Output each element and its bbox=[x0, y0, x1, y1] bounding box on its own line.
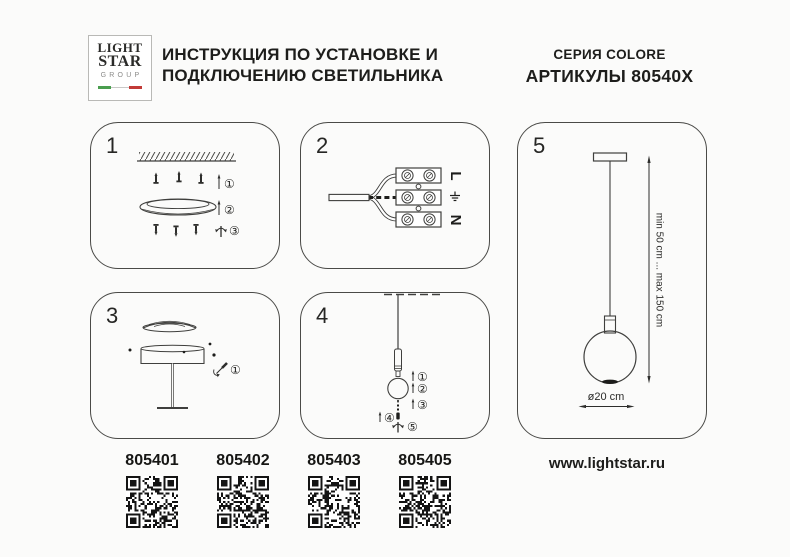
qr-code-805401 bbox=[126, 476, 178, 528]
glass-sphere-icon bbox=[584, 331, 636, 383]
ceiling-hatch-icon bbox=[137, 152, 236, 161]
small-parts-icon bbox=[396, 400, 399, 420]
diameter-dimension-arrow bbox=[579, 405, 635, 408]
screws-up-icon bbox=[153, 171, 203, 184]
logo-word-group: GROUP bbox=[100, 72, 143, 79]
arrow-up-callout3 bbox=[412, 399, 415, 410]
page-title-line2: ПОДКЛЮЧЕНИЮ СВЕТИЛЬНИКА bbox=[162, 66, 444, 85]
step-2-number: 2 bbox=[316, 133, 329, 158]
screws-down-icon bbox=[153, 224, 198, 237]
articles-code: АРТИКУЛЫ 80540X bbox=[525, 66, 694, 86]
page-title-line1: ИНСТРУКЦИЯ ПО УСТАНОВКЕ И bbox=[162, 45, 438, 64]
drum-body-icon bbox=[141, 345, 204, 363]
step-1-drawing bbox=[91, 123, 281, 270]
step4-callout-3: ③ bbox=[417, 398, 428, 412]
step-5-number: 5 bbox=[533, 133, 546, 158]
article-number-805401: 805401 bbox=[125, 452, 179, 469]
step-4-drawing bbox=[301, 293, 491, 440]
website-url: www.lightstar.ru bbox=[548, 455, 666, 472]
wires-icon bbox=[367, 176, 397, 220]
series-block bbox=[517, 47, 702, 87]
screwdriver-icon bbox=[214, 363, 227, 377]
earth-symbol-icon bbox=[450, 192, 460, 201]
step-3-drawing bbox=[91, 293, 281, 440]
mount-ring-icon bbox=[140, 199, 216, 215]
cable-icon bbox=[329, 194, 369, 200]
height-dimension-arrow bbox=[647, 156, 650, 384]
article-number-805403: 805403 bbox=[307, 452, 361, 469]
page-title bbox=[162, 44, 462, 86]
step-4-panel bbox=[300, 292, 490, 439]
logo-word-star: STAR bbox=[98, 53, 142, 70]
arrow-up-callout1 bbox=[412, 371, 415, 382]
step-1-number: 1 bbox=[106, 133, 119, 158]
terminal-label-N: N bbox=[447, 214, 465, 226]
tube-icon bbox=[395, 349, 402, 377]
terminal-block-icon bbox=[396, 168, 441, 227]
step-5-panel bbox=[517, 122, 707, 439]
step-2-drawing bbox=[301, 123, 491, 270]
step-3-panel bbox=[90, 292, 280, 439]
step1-callout-2: ② bbox=[224, 203, 235, 217]
step4-callout-2: ② bbox=[417, 382, 428, 396]
ceiling-plate-icon bbox=[594, 153, 627, 161]
screwdriver-icon bbox=[215, 226, 227, 237]
logo-word-light: LIGHT bbox=[97, 40, 143, 55]
article-number-805402: 805402 bbox=[216, 452, 270, 469]
diameter-label: ø20 cm bbox=[587, 391, 625, 403]
step1-callout-3: ③ bbox=[229, 224, 240, 238]
qr-code-805402 bbox=[217, 476, 269, 528]
step-3-number: 3 bbox=[106, 303, 119, 328]
sphere-base-icon bbox=[602, 380, 618, 384]
terminal-label-L: L bbox=[447, 171, 465, 181]
arrow-up-callout2 bbox=[412, 383, 415, 394]
step4-callout-5: ⑤ bbox=[407, 420, 418, 434]
step4-callout-1: ① bbox=[417, 370, 428, 384]
height-range-label: min 50 cm ... max 150 cm bbox=[653, 212, 665, 328]
arrow-up-callout4 bbox=[379, 412, 382, 423]
glass-sphere-icon bbox=[388, 378, 408, 398]
arrow-up-1 bbox=[218, 174, 221, 189]
step-1-panel bbox=[90, 122, 280, 269]
article-number-805405: 805405 bbox=[398, 452, 452, 469]
rod-icon bbox=[157, 364, 188, 409]
series-name: СЕРИЯ COLORE bbox=[553, 47, 666, 62]
qr-code-805403 bbox=[308, 476, 360, 528]
arrow-up-2 bbox=[218, 200, 221, 215]
step1-callout-1: ① bbox=[224, 177, 235, 191]
lightstar-logo bbox=[88, 35, 152, 101]
step-4-number: 4 bbox=[316, 303, 329, 328]
step4-callout-4: ④ bbox=[384, 411, 395, 425]
qr-code-805405 bbox=[399, 476, 451, 528]
step3-callout-1: ① bbox=[230, 363, 241, 377]
step-2-panel bbox=[300, 122, 490, 269]
canopy-icon bbox=[143, 321, 196, 331]
italian-flag-icon bbox=[98, 85, 142, 89]
